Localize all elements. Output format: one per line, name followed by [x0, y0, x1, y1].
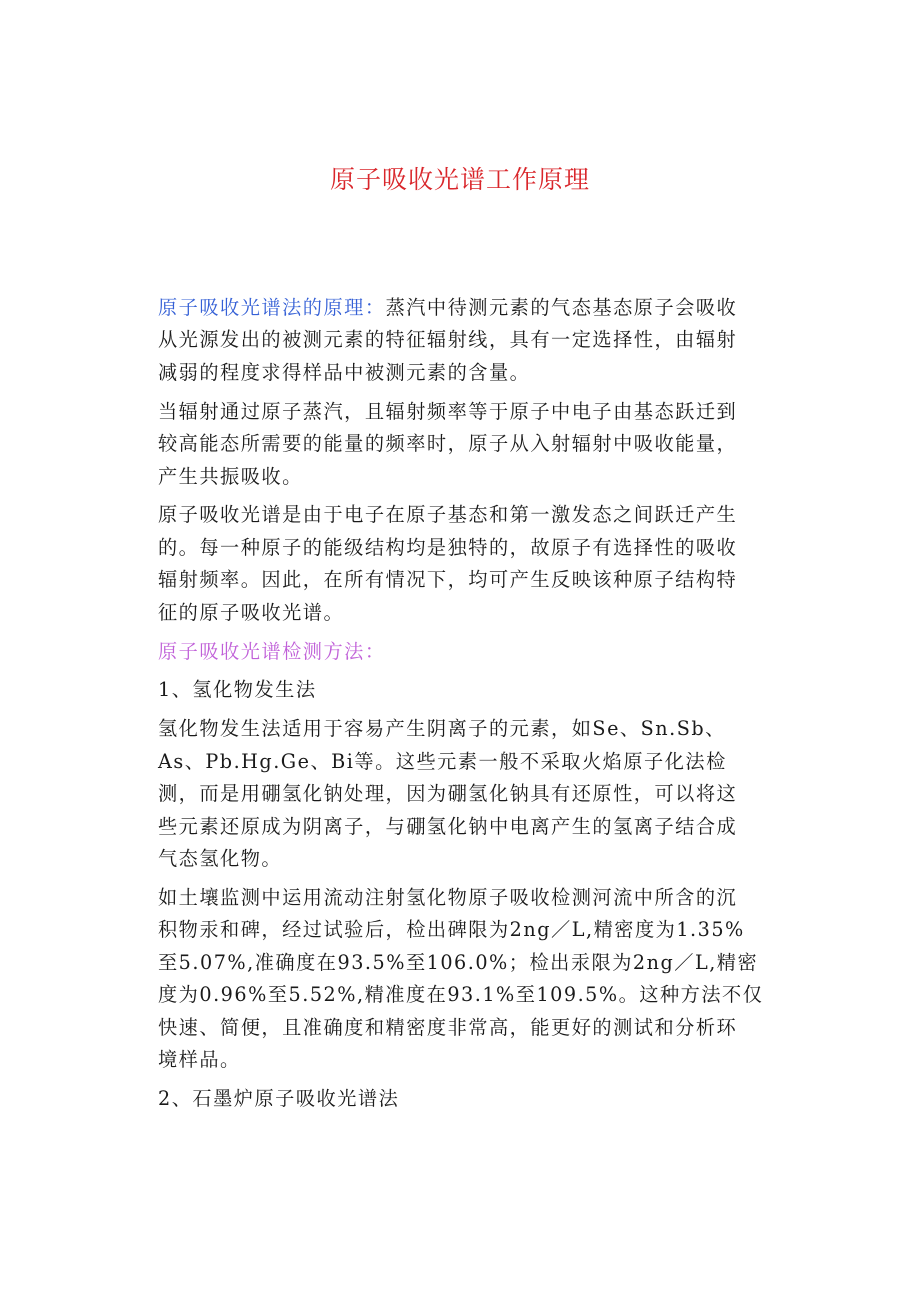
paragraph-line: 境样品。: [158, 1047, 241, 1071]
methods-heading: 原子吸收光谱检测方法：: [158, 639, 386, 663]
paragraph-line: 快速、简便，且准确度和精密度非常高，能更好的测试和分析环: [158, 1015, 738, 1039]
principle-lead: 原子吸收光谱法的原理：: [158, 296, 386, 319]
paragraph-line: 测，而是用硼氢化钠处理，因为硼氢化钠具有还原性，可以将这: [158, 782, 738, 806]
method1-heading: 1、氢化物发生法: [158, 678, 317, 702]
paragraph-line: 积物汞和碑，经过试验后，检出碑限为2ng／L,精密度为1.35%: [158, 918, 745, 942]
paragraph-line: 度为0.96%至5.52%,精准度在93.1%至109.5%。这种方法不仅: [158, 983, 764, 1007]
paragraph-soil-monitoring: [158, 882, 764, 1076]
paragraph-line: 些元素还原成为阴离子，与硼氢化钠中电离产生的氢离子结合成: [158, 814, 738, 838]
paragraph-line: As、Pb.Hg.Ge、Bi等。这些元素一般不采取火焰原子化法检: [158, 749, 727, 773]
paragraph-resonance: [158, 396, 764, 493]
paragraph-line: 氢化物发生法适用于容易产生阴离子的元素，如Se、Sn.Sb、: [158, 717, 726, 741]
paragraph-line: 产生共振吸收。: [158, 464, 303, 488]
method2-heading: 2、石墨炉原子吸收光谱法: [158, 1086, 400, 1110]
paragraph-line: 较高能态所需要的能量的频率时，原子从入射辐射中吸收能量，: [158, 432, 738, 456]
paragraph-spectrum-origin: [158, 499, 764, 629]
paragraph-line: 当辐射通过原子蒸汽，且辐射频率等于原子中电子由基态跃迁到: [158, 399, 738, 423]
paragraph-line: 从光源发出的被测元素的特征辐射线，具有一定选择性，由辐射: [158, 328, 738, 352]
paragraph-line: 至5.07%,准确度在93.5%至106.0%；检出汞限为2ng／L,精密: [158, 950, 759, 974]
paragraph-line: 的。每一种原子的能级结构均是独特的，故原子有选择性的吸收: [158, 535, 738, 559]
paragraph-line: 气态氢化物。: [158, 847, 283, 870]
paragraph-line: 辐射频率。因此，在所有情况下，均可产生反映该种原子结构特: [158, 568, 738, 592]
principle-text: 蒸汽中待测元素的气态基态原子会吸收: [385, 296, 738, 319]
paragraph-line: [158, 292, 764, 324]
paragraph-line: 征的原子吸收光谱。: [158, 600, 345, 624]
paragraph-line: 如土壤监测中运用流动注射氢化物原子吸收检测河流中所含的沉: [158, 885, 738, 909]
document-body: [158, 292, 764, 1122]
paragraph-line: 原子吸收光谱是由于电子在原子基态和第一激发态之间跃迁产生: [158, 503, 738, 527]
paragraph-line: 减弱的程度求得样品中被测元素的含量。: [158, 360, 531, 384]
paragraph-hydride-method: [158, 713, 764, 875]
document-title: 原子吸收光谱工作原理: [329, 165, 590, 194]
paragraph-principle: [158, 292, 764, 389]
